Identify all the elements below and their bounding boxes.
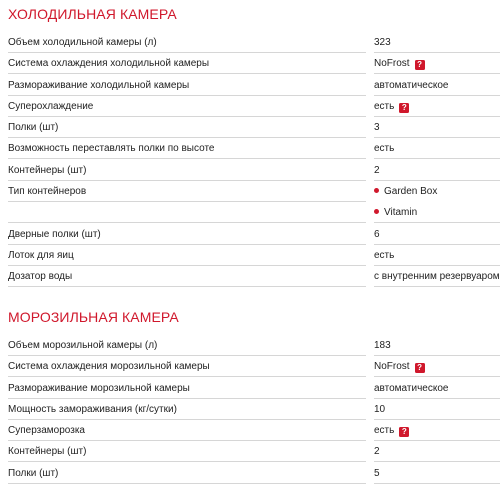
spec-value [374,76,500,96]
spec-row [8,225,500,246]
spec-value-text: 10 [374,403,386,415]
spec-row [8,379,500,400]
spec-value-text: NoFrost [374,58,410,70]
spec-row [8,97,500,118]
spec-value [374,54,500,74]
spec-value [374,421,500,441]
spec-row [8,203,500,224]
spec-value [374,442,500,462]
spec-label: Размораживание холодильной камеры [8,76,366,96]
spec-value-text: Vitamin [384,207,418,219]
spec-value-text: 2 [374,446,380,458]
spec-label: Лоток для яиц [8,246,366,266]
spec-value-text: есть [374,249,395,261]
spec-label: Полки (шт) [8,118,366,138]
spec-value [374,336,500,356]
spec-label: Полки (шт) [8,464,366,484]
freezer-spec-list [8,336,500,485]
spec-value-text: Garden Box [384,186,438,198]
spec-label: Возможность переставлять полки по высоте [8,139,366,159]
spec-value-text: с внутренним резервуаром [374,271,500,283]
spec-row [8,76,500,97]
help-icon[interactable]: ? [415,60,425,70]
spec-label: Система охлаждения холодильной камеры [8,54,366,74]
spec-value-text: 5 [374,467,380,479]
fridge-section-title: ХОЛОДИЛЬНАЯ КАМЕРА [8,6,177,22]
spec-value-text: есть [374,425,395,437]
spec-row [8,182,500,203]
freezer-section-title: МОРОЗИЛЬНАЯ КАМЕРА [8,309,179,325]
spec-row [8,464,500,485]
spec-value [374,225,500,245]
spec-row [8,246,500,267]
spec-value-text: 323 [374,37,391,48]
spec-value [374,357,500,377]
spec-row [8,54,500,75]
spec-row [8,118,500,139]
spec-label: Суперзаморозка [8,421,366,441]
spec-label: Мощность замораживания (кг/сутки) [8,400,366,420]
help-icon[interactable]: ? [415,363,425,373]
spec-value-text: автоматическое [374,79,449,91]
spec-label: Тип контейнеров [8,182,366,202]
spec-label: Объем морозильной камеры (л) [8,336,366,356]
help-icon[interactable]: ? [399,103,409,113]
spec-value [374,33,500,53]
spec-row [8,267,500,288]
spec-value [374,139,500,159]
spec-value [374,161,500,181]
spec-label: Контейнеры (шт) [8,161,366,181]
help-icon[interactable]: ? [399,427,409,437]
spec-row [8,400,500,421]
bullet-icon [374,209,379,214]
spec-value-text: есть [374,143,395,155]
spec-label: Дозатор воды [8,267,366,287]
spec-value-text: автоматическое [374,382,449,394]
spec-value-text: 2 [374,164,380,176]
spec-value [374,118,500,138]
spec-label: Суперохлаждение [8,97,366,117]
spec-row [8,139,500,160]
spec-row [8,336,500,357]
spec-value-text: 3 [374,122,380,134]
spec-row [8,161,500,182]
spec-label-empty [8,203,366,223]
spec-value-text: 6 [374,228,380,240]
spec-value-text: есть [374,100,395,112]
spec-row [8,357,500,378]
spec-value [374,267,500,287]
fridge-spec-list [8,33,500,289]
spec-value-text: NoFrost [374,361,410,373]
spec-label: Размораживание морозильной камеры [8,379,366,399]
spec-row [8,442,500,463]
bullet-icon [374,188,379,193]
spec-value [374,203,500,223]
spec-value [374,400,500,420]
spec-value [374,97,500,117]
spec-label: Контейнеры (шт) [8,442,366,462]
spec-label: Дверные полки (шт) [8,225,366,245]
spec-row [8,33,500,54]
spec-value [374,464,500,484]
spec-row [8,421,500,442]
spec-value [374,182,500,202]
spec-label: Объем холодильной камеры (л) [8,33,366,53]
spec-value-text: 183 [374,340,391,351]
spec-value [374,246,500,266]
spec-label: Система охлаждения морозильной камеры [8,357,366,377]
spec-value [374,379,500,399]
